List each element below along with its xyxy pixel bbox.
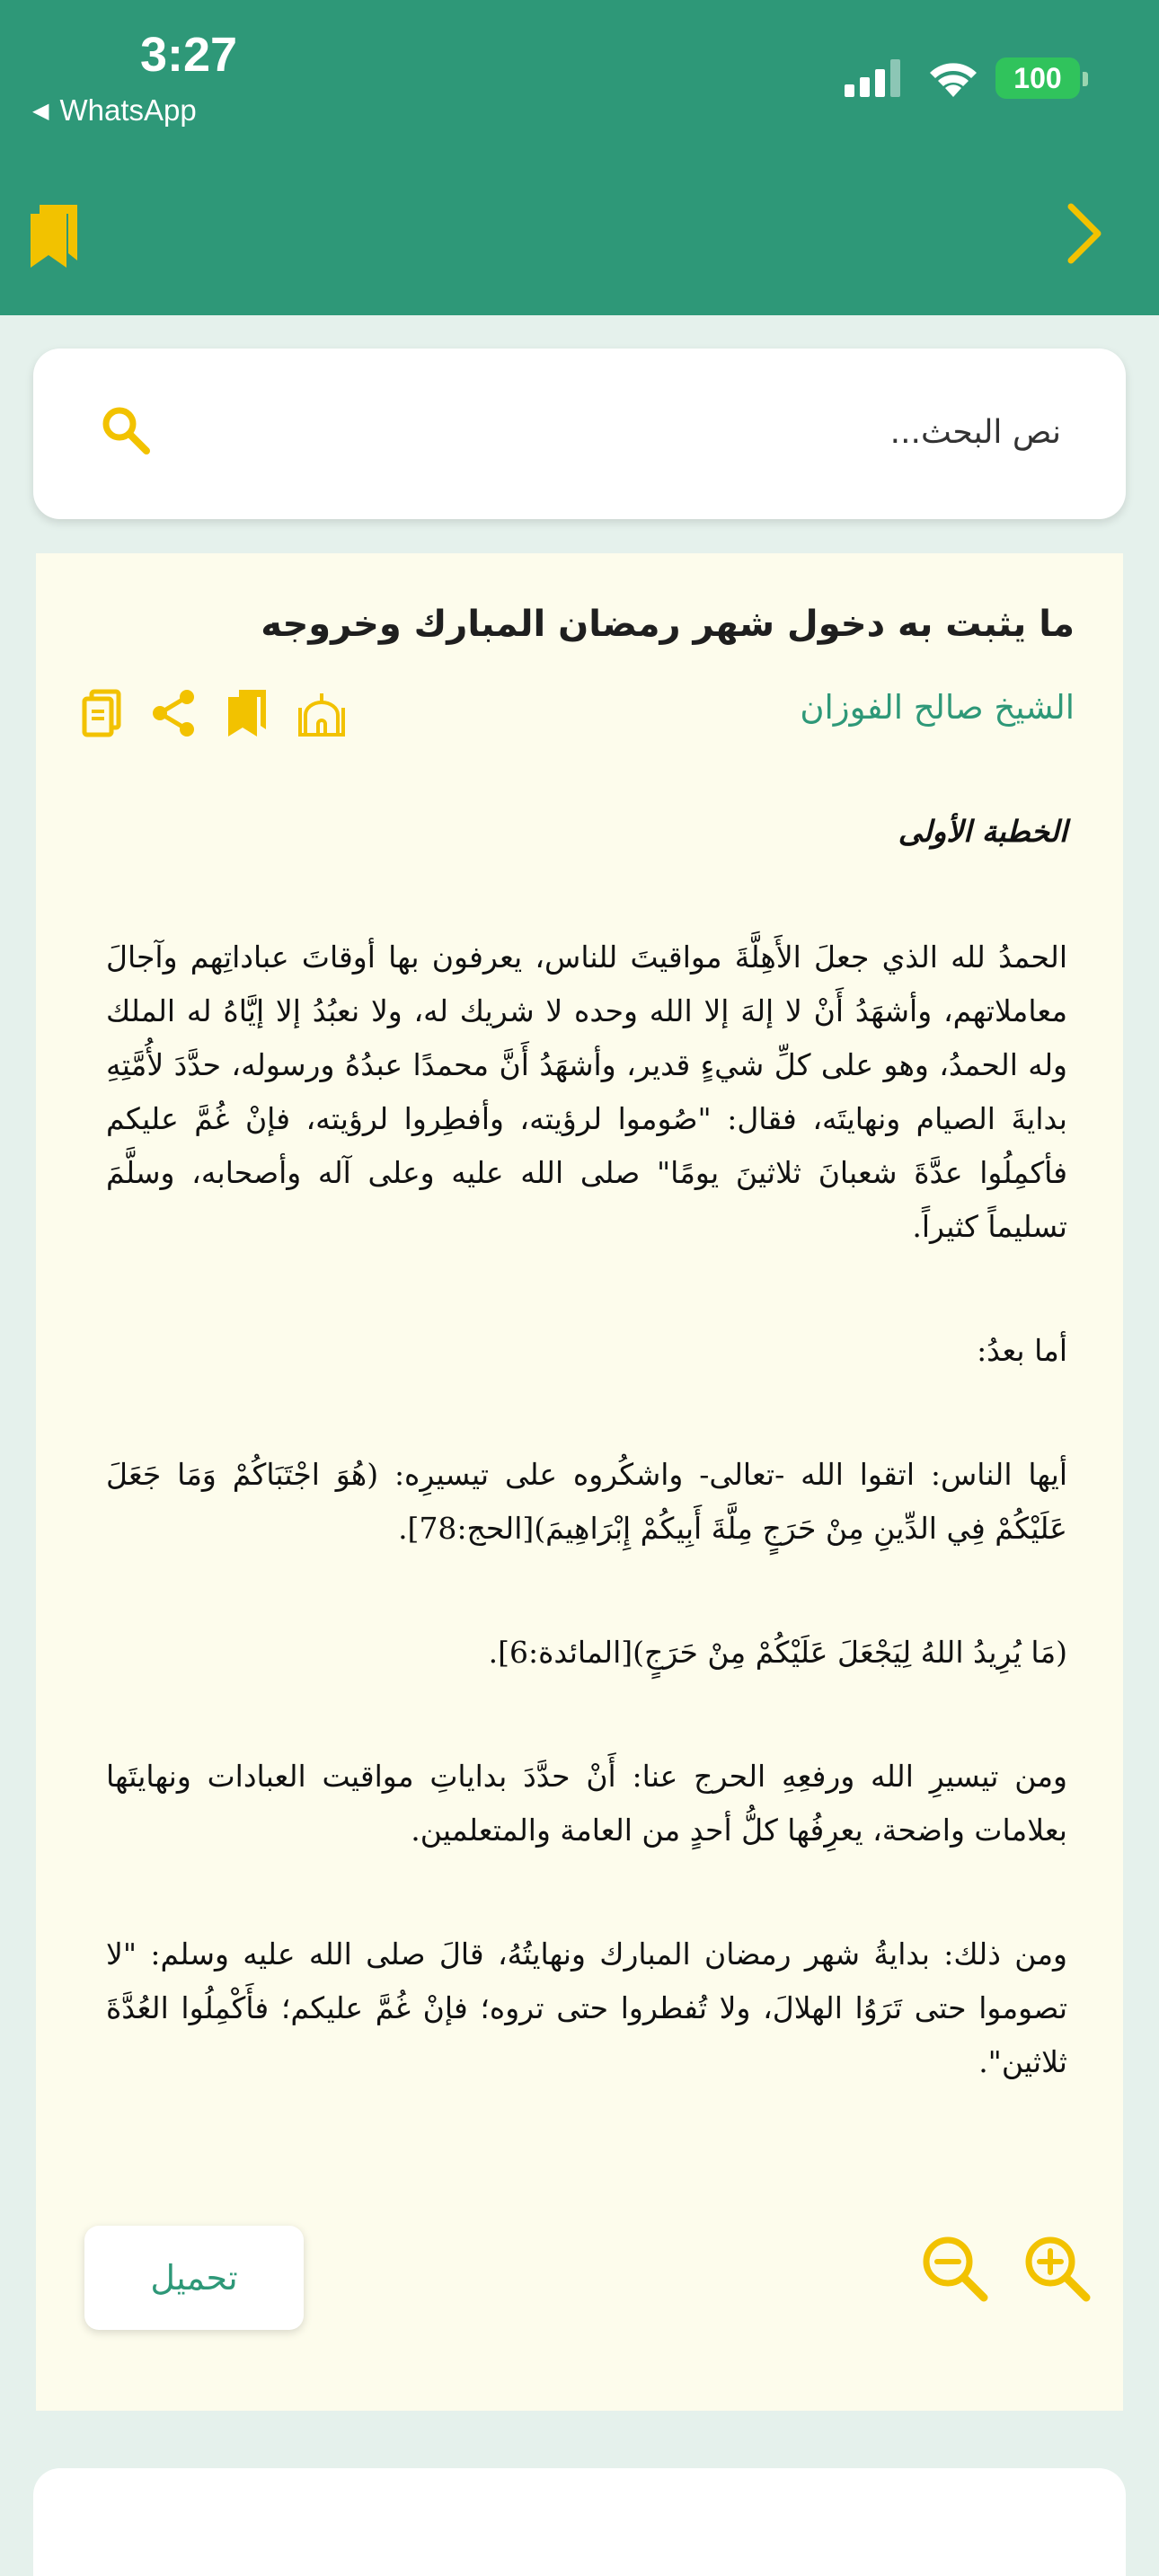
wifi-icon	[925, 56, 981, 97]
article-paragraph: (مَا يُرِيدُ اللهُ لِيَجْعَلَ عَلَيْكُمْ مِنْ حَرَجٍ)[المائدة:6].	[488, 1635, 1067, 1670]
article-body	[106, 805, 1067, 2159]
search-icon[interactable]	[100, 404, 154, 458]
article-paragraph: الحمدُ لله الذي جعلَ الأَهِلَّةَ مواقيتَ للناس، يعرفون بها أوقاتَ عباداتِهم وآجالَ معاملاتهم، وأشهَدُ أَنْ لا إلهَ إلا الله وحده لا شريك له، ولا نعبُدُ إلا إيَّاهُ له الملك وله الحمدُ، وهو على كلِّ شيءٍ قدير، وأشهَدُ أَنَّ محمدًا عبدُهُ ورسوله، حدَّدَ لأُمَّتِهِ بدايةَ الصيام ونهايتَه، فقال: "صُوموا لرؤيته، وأفطِروا لرؤيته، فإنْ غُمَّ عليكم فأكمِلُوا عدَّةَ شعبانَ ثلاثينَ يومًا" صلى الله عليه وعلى آله وأصحابه، وسلَّمَ تسليماً كثيراً.	[106, 940, 1067, 1244]
download-button[interactable]: تحميل	[84, 2226, 304, 2330]
back-triangle-icon: ◀	[32, 98, 49, 123]
article-paragraph: أيها الناس: اتقوا الله -تعالى- واشكُروه على تيسيرِه: (هُوَ اجْتَبَاكُمْ وَمَا جَعَلَ عَلَيْكُمْ فِي الدِّينِ مِنْ حَرَجٍ مِلَّةَ أَبِيكُمْ إِبْرَاهِيمَ)[الحج:78].	[106, 1457, 1067, 1546]
article-paragraph: ومن تيسيرِ الله ورفعِهِ الحرج عنا: أَنْ حدَّدَ بداياتِ مواقيت العبادات ونهايتَها بعلامات واضحة، يعرِفُها كلُّ أحدٍ من العامة والمتعلمين.	[106, 1759, 1067, 1848]
cellular-signal-icon	[845, 59, 904, 97]
search-input[interactable]	[251, 404, 1063, 460]
chevron-right-icon[interactable]	[1064, 201, 1105, 266]
bookmarks-icon[interactable]	[27, 201, 83, 269]
status-time: 3:27	[139, 28, 238, 82]
article-subheading: الخطبة الأولى	[898, 814, 1067, 849]
zoom-in-icon[interactable]	[1022, 2233, 1093, 2305]
search-bar	[33, 348, 1126, 519]
battery-indicator: 100	[995, 57, 1080, 99]
article-paragraph: أما بعدُ:	[977, 1333, 1067, 1368]
zoom-out-icon[interactable]	[919, 2233, 991, 2305]
app-header	[0, 0, 1159, 315]
article-card	[36, 553, 1123, 2411]
article-actions	[81, 688, 347, 738]
next-card	[33, 2468, 1126, 2576]
back-app-label: WhatsApp	[59, 93, 197, 127]
battery-nub	[1083, 72, 1088, 86]
back-to-app-link[interactable]	[32, 93, 197, 128]
bookmark-icon[interactable]	[226, 688, 268, 738]
copy-icon[interactable]	[81, 688, 122, 738]
mosque-icon[interactable]	[296, 688, 347, 738]
article-paragraph: ومن ذلك: بدايةُ شهر رمضان المبارك ونهايتُهُ، قالَ صلى الله عليه وسلم: "لا تصوموا حتى تَرَوُا الهلالَ، ولا تُفطروا حتى تروه؛ فإنْ غُمَّ عليكم؛ فأَكْمِلُوا العُدَّةَ ثلاثين".	[106, 1936, 1067, 2079]
share-icon[interactable]	[151, 688, 198, 738]
article-title: ما يثبت به دخول شهر رمضان المبارك وخروجه	[261, 604, 1075, 645]
author-link[interactable]: الشيخ صالح الفوزان	[800, 688, 1075, 727]
